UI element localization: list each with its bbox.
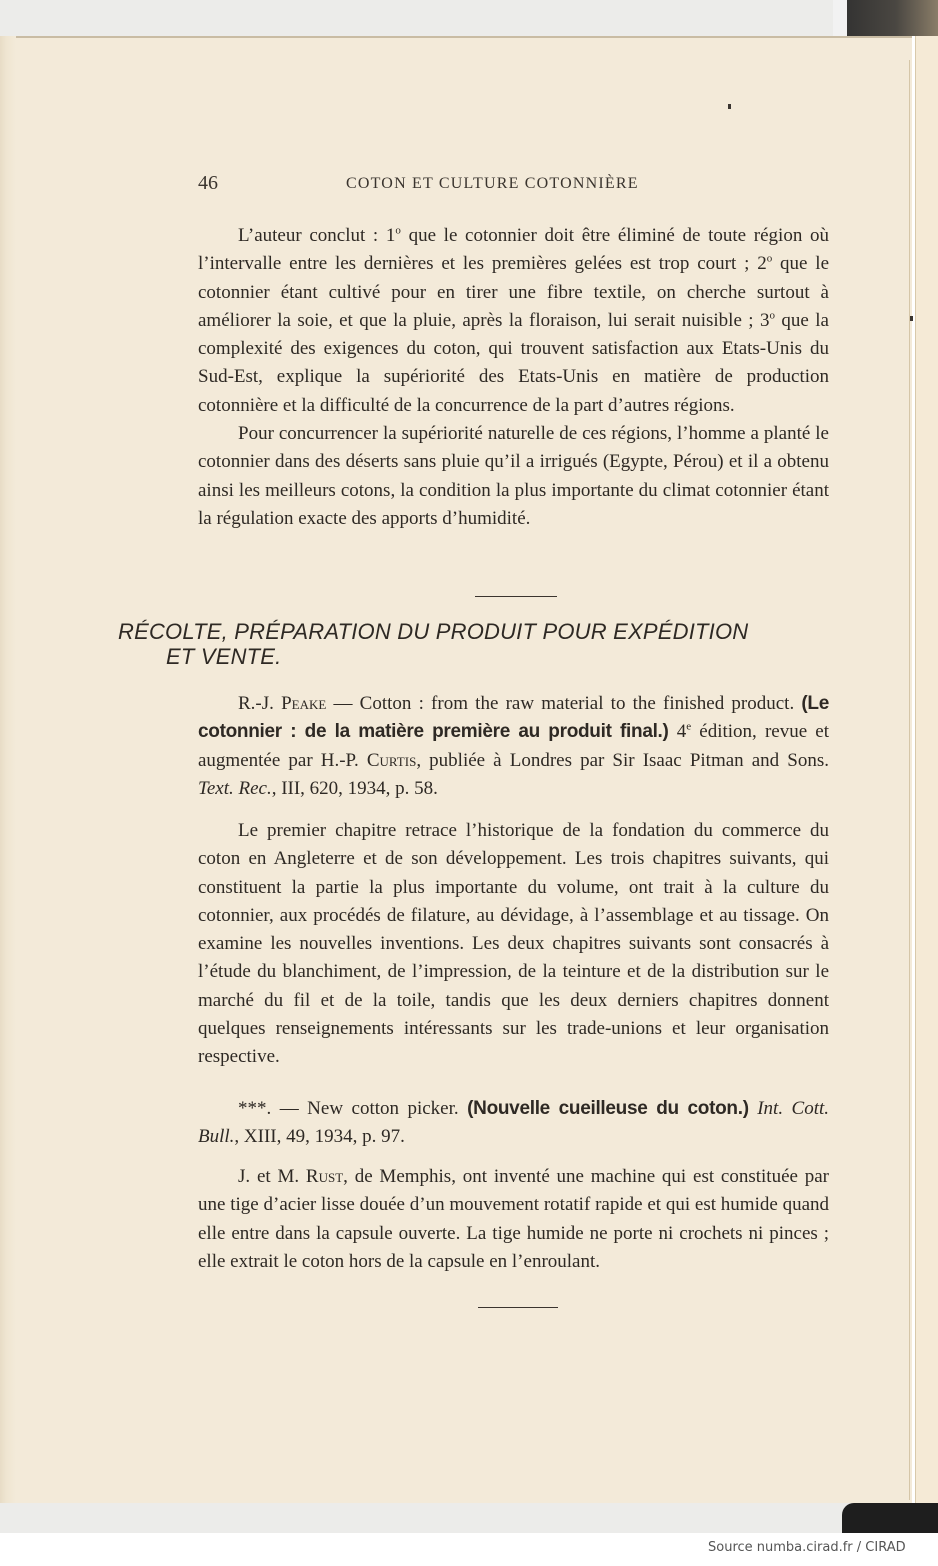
entry-author: ***: [238, 1098, 267, 1119]
scan-background-bottom: [0, 1503, 938, 1533]
page-number: 46: [198, 172, 218, 194]
bibliographic-entry-2: [198, 1095, 829, 1152]
intro-paragraph-2: Pour concurrencer la supériorité naturelle de ces régions, l’homme a planté le cotonnier dans des déserts sans pluie qu’il a irrigués (Egypte, Pérou) et il a obtenu ainsi les meilleurs cotons, la condition la plus importante du climat cotonnier étant la régulation exacte des apports d’humidité.: [198, 423, 829, 529]
entry-2-summary-block: [198, 1163, 829, 1276]
source-credit: Source numba.cirad.fr / CIRAD: [708, 1540, 906, 1555]
entry-french-title: (Le cotonnier : de la matière première au produit final.): [198, 693, 829, 743]
page-edge-left: [0, 36, 16, 1503]
entry-journal: Int. Cott. Bull.: [198, 1098, 830, 1148]
entry-french-title: (Nouvelle cueilleuse du coton.): [467, 1098, 749, 1119]
scan-background-top: [0, 0, 938, 36]
page-header: [198, 172, 828, 200]
intro-paragraph-1: L’auteur conclut : 1$^o$ que le cotonnier doit être éliminé de toute région où l’intervalle entre les dernières et les premières gelées est trop court ; 2$^o$ que le cotonnier étant cultivé pour en tirer une fibre textile, on cherche surtout à améliorer la soie, et que la pluie, après la floraison, lui serait nuisible ; 3$^o$ que la complexité des exigences du coton, qui trouvent satisfaction aux Etats-Unis du Sud-Est, explique la supériorité des Etats-Unis en matière de production cotonnière et la difficulté de la concurrence de la part d’autres régions.: [198, 224, 830, 416]
entry-1-citation: R.-J. Peake — Cotton : from the raw material to the finished product. (Le cotonnier : de la matière première au produit final.) 4e édition, revue et augmentée par H.-P. Curtis, publiée à Londres par Sir Isaac Pitman and Sons. Text. Rec., III, 620, 1934, p. 58.: [198, 693, 830, 799]
section-divider: [475, 596, 557, 597]
intro-text: [198, 222, 829, 533]
entry-1-summary: Le premier chapitre retrace l’historique de la fondation du commerce du coton en Angleterre et de son développement. Les trois chapitres suivants, qui constituent la partie la plus importante du volume, ont trait à la culture du cotonnier, aux procédés de filature, au dévidage, à l’assemblage et au tissage. On examine les nouvelles inventions. Les deux chapitres suivants sont consacrés à l’étude du blanchiment, de l’impression, de la teinture et de la distribution sur le marché du fil et de la toile, tandis que les deux derniers chapitres donnent quelques renseignements intéressants sur les trade-unions et leur organisation respective.: [198, 820, 829, 1068]
page-gutter: [909, 60, 910, 1500]
adjacent-page-edge: [915, 24, 938, 1504]
entry-author: R.-J. Peake: [238, 693, 327, 714]
entry-journal: Text. Rec.: [198, 777, 272, 799]
book-binding-bottom: [842, 1503, 938, 1533]
end-divider: [478, 1307, 558, 1308]
running-title: COTON ET CULTURE COTONNIÈRE: [346, 175, 639, 192]
section-heading: RÉCOLTE, PRÉPARATION DU PRODUIT POUR EXPÉDITION ET VENTE.: [118, 619, 749, 669]
ink-speck: [910, 316, 913, 321]
ink-speck: [728, 104, 731, 109]
entry-2-citation: ***. — New cotton picker. (Nouvelle cueilleuse du coton.) Int. Cott. Bull., XIII, 49, 1934, p. 97.: [198, 1098, 830, 1148]
book-binding-top: [833, 0, 938, 36]
entry-1-summary-block: [198, 817, 829, 1072]
entry-2-summary: J. et M. Rust, de Memphis, ont inventé une machine qui est constituée par une tige d’acier lisse douée d’un mouvement rotatif rapide et qui est humide quand elle entre dans la capsule ouverte. La tige humide ne porte ni crochets ni pinces ; elle extrait le coton hors de la capsule en l’enroulant.: [198, 1166, 830, 1272]
bibliographic-entry-1: [198, 690, 829, 803]
